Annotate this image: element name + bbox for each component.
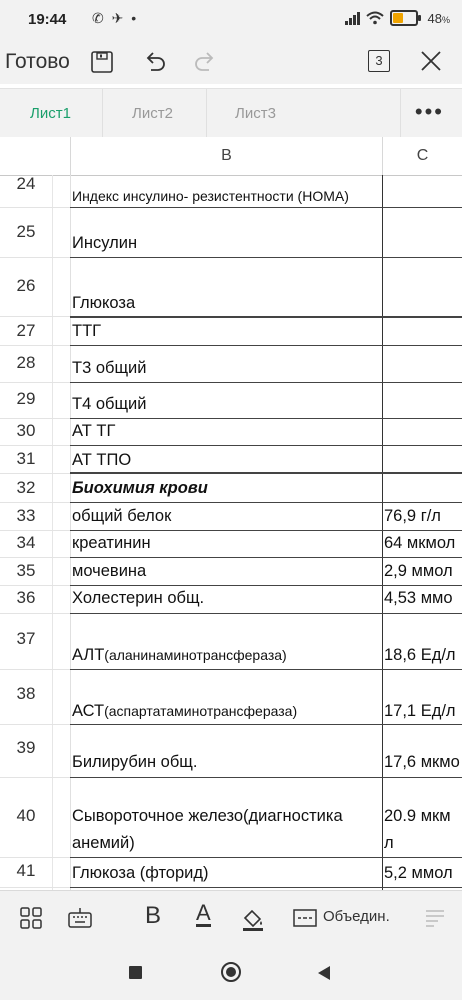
status-right: 48% <box>345 10 450 26</box>
cell-b32[interactable]: Биохимия крови <box>72 479 208 497</box>
redo-icon[interactable] <box>193 50 217 74</box>
row-number[interactable]: 38 <box>16 684 36 703</box>
cell-c40-line2: л <box>384 834 394 852</box>
cell-c34[interactable]: 64 мкмол <box>384 534 456 552</box>
cell-b38[interactable] <box>72 702 382 721</box>
home-button[interactable] <box>221 962 241 982</box>
status-bar <box>0 0 462 40</box>
cell-c36[interactable]: 4,53 ммо <box>384 589 453 607</box>
done-button[interactable]: Готово <box>5 50 70 73</box>
row-number[interactable]: 31 <box>16 449 36 468</box>
close-icon[interactable] <box>419 49 443 73</box>
cell-b30[interactable]: АТ ТГ <box>72 422 116 440</box>
more-icon[interactable]: ••• <box>414 99 444 124</box>
cell-b28[interactable]: Т3 общий <box>72 359 147 377</box>
spreadsheet-grid[interactable] <box>0 137 462 890</box>
tab-sheet1[interactable]: Лист1 <box>30 105 71 122</box>
sheet-count-button[interactable]: 3 <box>368 50 390 72</box>
cell-b35[interactable]: мочевина <box>72 562 147 580</box>
keyboard-icon[interactable] <box>67 906 93 930</box>
corner-header[interactable] <box>0 137 71 176</box>
cell-b34[interactable]: креатинин <box>72 534 151 552</box>
grid-icon[interactable] <box>19 906 43 930</box>
wrap-text-icon[interactable] <box>424 908 446 928</box>
undo-icon[interactable] <box>143 50 167 74</box>
notification-icons: ✆ ✈ • <box>92 10 139 26</box>
cell-c40[interactable]: 20.9 мкм <box>384 807 451 825</box>
row-number[interactable]: 28 <box>16 353 36 372</box>
cell-c39[interactable]: 17,6 мкмо <box>384 753 460 771</box>
cell-b33[interactable]: общий белок <box>72 507 172 525</box>
cell-b40-line2: анемий) <box>72 834 135 852</box>
cell-b41[interactable]: Глюкоза (фторид) <box>72 864 209 882</box>
text-color-icon[interactable]: A <box>196 900 211 925</box>
cell-b37[interactable] <box>72 646 382 665</box>
row-number[interactable]: 35 <box>16 561 36 580</box>
battery-percent: 48 <box>427 10 442 26</box>
cell-b29[interactable]: Т4 общий <box>72 395 147 413</box>
row-number[interactable]: 24 <box>16 174 36 193</box>
battery-icon <box>390 10 418 26</box>
row-number[interactable]: 26 <box>16 276 36 295</box>
cell-b27[interactable]: ТТГ <box>72 322 102 340</box>
row-number[interactable]: 32 <box>16 478 36 497</box>
merge-cells-icon[interactable] <box>293 908 317 928</box>
cell-b38-detail: (аспартатаминотрансфераза) <box>104 703 298 719</box>
column-header-c[interactable]: C <box>383 137 462 176</box>
cell-b26[interactable]: Глюкоза <box>72 294 136 312</box>
bottom-toolbar <box>0 890 462 946</box>
cell-c35[interactable]: 2,9 ммол <box>384 562 453 580</box>
wifi-icon <box>366 11 384 25</box>
row-number[interactable]: 33 <box>16 506 36 525</box>
row-number[interactable]: 40 <box>16 806 36 825</box>
merge-cells-label[interactable]: Объедин. <box>323 908 390 925</box>
tab-sheet3[interactable]: Лист3 <box>235 105 276 122</box>
clock: 19:44 <box>28 11 67 28</box>
row-number[interactable]: 25 <box>16 222 36 241</box>
cell-c37[interactable]: 18,6 Ед/л <box>384 646 456 664</box>
row-number[interactable]: 39 <box>16 738 36 757</box>
row-number[interactable]: 41 <box>16 861 36 880</box>
save-icon[interactable] <box>90 50 114 74</box>
cell-c38[interactable]: 17,1 Ед/л <box>384 702 456 720</box>
cell-c41[interactable]: 5,2 ммол <box>384 864 453 882</box>
tab-sheet2[interactable]: Лист2 <box>132 105 173 122</box>
row-number[interactable]: 36 <box>16 588 36 607</box>
cell-b25[interactable]: Инсулин <box>72 234 138 252</box>
row-number[interactable]: 37 <box>16 629 36 648</box>
top-toolbar <box>0 40 462 84</box>
sheet-tabs <box>0 88 462 138</box>
column-header-b[interactable]: B <box>71 137 383 176</box>
cell-b37-detail: (аланинаминотрансфераза) <box>104 647 287 663</box>
cell-b40[interactable]: Сывороточное железо(диагностика <box>72 807 343 825</box>
row-number[interactable]: 29 <box>16 389 36 408</box>
back-button[interactable] <box>316 965 332 981</box>
cell-b38-main: АСТ <box>72 702 105 720</box>
cell-b31[interactable]: АТ ТПО <box>72 451 132 469</box>
row-number[interactable]: 27 <box>16 321 36 340</box>
system-nav-bar <box>0 945 462 1000</box>
row-number[interactable]: 34 <box>16 533 36 552</box>
cell-c33[interactable]: 76,9 г/л <box>384 507 441 525</box>
cell-b37-main: АЛТ <box>72 646 105 664</box>
fill-color-icon[interactable] <box>240 906 266 932</box>
signal-icon <box>345 11 360 25</box>
cell-b24[interactable]: Индекс инсулино- резистентности (НОМА) <box>72 188 349 204</box>
cell-b39[interactable]: Билирубин общ. <box>72 753 198 771</box>
row-number[interactable]: 30 <box>16 421 36 440</box>
bold-icon[interactable]: B <box>145 902 162 929</box>
recents-button[interactable] <box>129 966 142 979</box>
cell-b36[interactable]: Холестерин общ. <box>72 589 205 607</box>
